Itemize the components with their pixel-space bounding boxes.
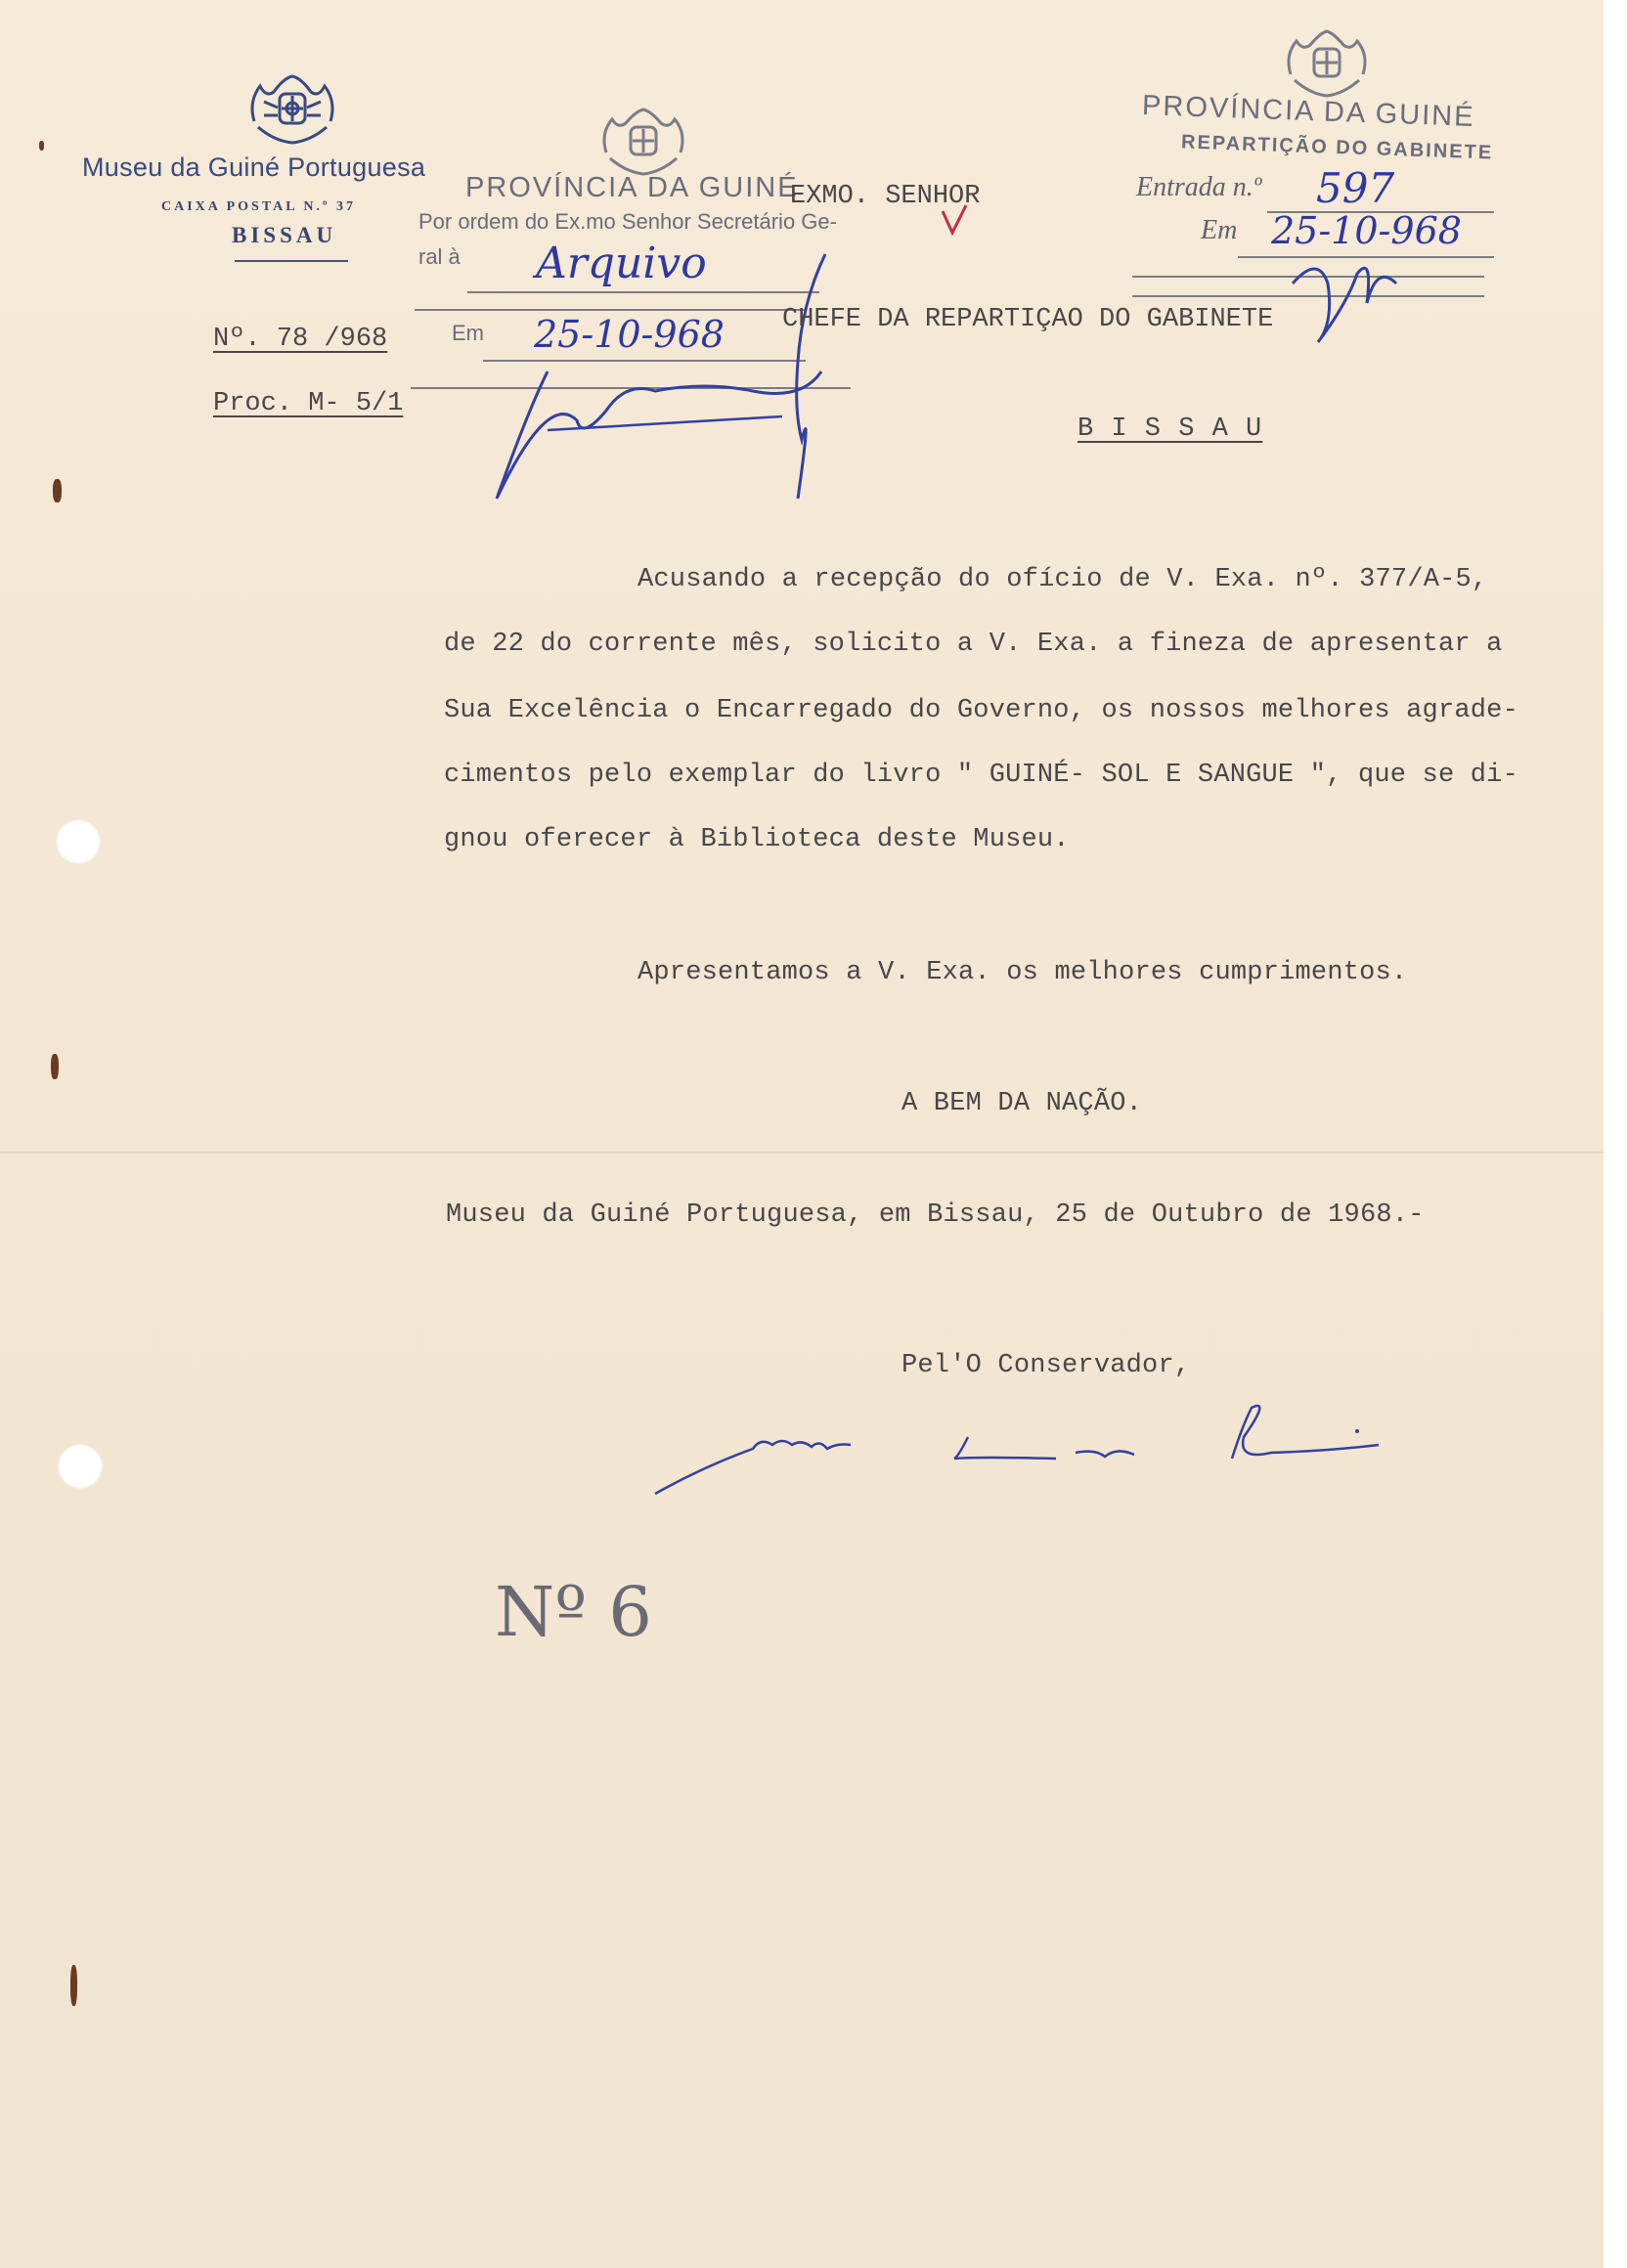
paper-fold: [0, 1152, 1604, 1154]
reference-process: Proc. M- 5/1: [213, 389, 404, 418]
letterhead-city: BISSAU: [232, 223, 337, 247]
letterhead-postal: CAIXA POSTAL N.º 37: [161, 199, 357, 214]
right-stamp-initials: [1279, 244, 1406, 352]
addressee-city: B I S S A U: [1077, 414, 1263, 444]
addressee-title: CHEFE DA REPARTIÇAO DO GABINETE: [782, 305, 1274, 334]
stamp-crest-icon: [596, 106, 690, 176]
coat-of-arms-icon: [244, 72, 340, 147]
body-line-1: Acusando a recepção do ofício de V. Exa. nº. 377/A-5,: [638, 565, 1488, 594]
body-line-3: Sua Excelência o Encarregado do Governo, os nossos melhores agrade-: [444, 696, 1518, 725]
stamp-right-entry-number: 597: [1316, 164, 1395, 212]
punch-hole: [58, 1444, 103, 1489]
stamp-right-crest-icon: [1281, 27, 1373, 100]
punch-hole: [56, 819, 101, 864]
addressee-salutation: EXMO. SENHOR: [790, 182, 981, 211]
stamp-center-date: 25-10-968: [534, 313, 725, 356]
check-mark-icon: [939, 203, 968, 237]
rust-speck: [53, 479, 62, 502]
conservator-signature: [645, 1388, 1388, 1505]
stamp-center-order-cont: ral à: [418, 244, 461, 269]
body-line-5: gnou oferecer à Biblioteca deste Museu.: [444, 825, 1070, 854]
stamp-right-date-label: Em: [1201, 215, 1238, 245]
place-and-date: Museu da Guiné Portuguesa, em Bissau, 25 de Outubro de 1968.-: [446, 1200, 1425, 1230]
stamp-center-destination: Arquivo: [536, 239, 707, 288]
scan-margin: [1604, 0, 1627, 2268]
body-line-2: de 22 do corrente mês, solicito a V. Exa. a fineza de apresentar a: [444, 630, 1503, 659]
stamp-center-order: Por ordem do Ex.mo Senhor Secretário Ge-: [418, 209, 837, 234]
initials-signature: [489, 244, 841, 518]
body-line-4: cimentos pelo exemplar do livro " GUINÉ- SOL E SANGUE ", que se di-: [444, 761, 1518, 790]
stamp-right-subtitle: REPARTIÇÃO DO GABINETE: [1180, 131, 1494, 164]
greeting: Apresentamos a V. Exa. os melhores cumprimentos.: [638, 958, 1408, 987]
signoff: Pel'O Conservador,: [901, 1351, 1191, 1380]
rust-speck: [39, 141, 44, 151]
stamp-right-entry-label: Entrada n.º: [1136, 172, 1262, 202]
stamp-right-date: 25-10-968: [1271, 209, 1462, 252]
stamp-center-date-label: Em: [452, 321, 484, 345]
reference-number: Nº. 78 /968: [213, 325, 388, 354]
pencil-note: Nº 6: [495, 1572, 652, 1652]
rust-speck: [70, 1965, 77, 2006]
motto: A BEM DA NAÇÃO.: [901, 1089, 1143, 1118]
stamp-right-title: PROVÍNCIA DA GUINÉ: [1141, 90, 1476, 133]
rust-speck: [51, 1054, 59, 1079]
letterhead-rule: [235, 260, 348, 262]
letterhead-name: Museu da Guiné Portuguesa: [82, 153, 426, 182]
stamp-center-title: PROVÍNCIA DA GUINÉ: [465, 172, 799, 203]
